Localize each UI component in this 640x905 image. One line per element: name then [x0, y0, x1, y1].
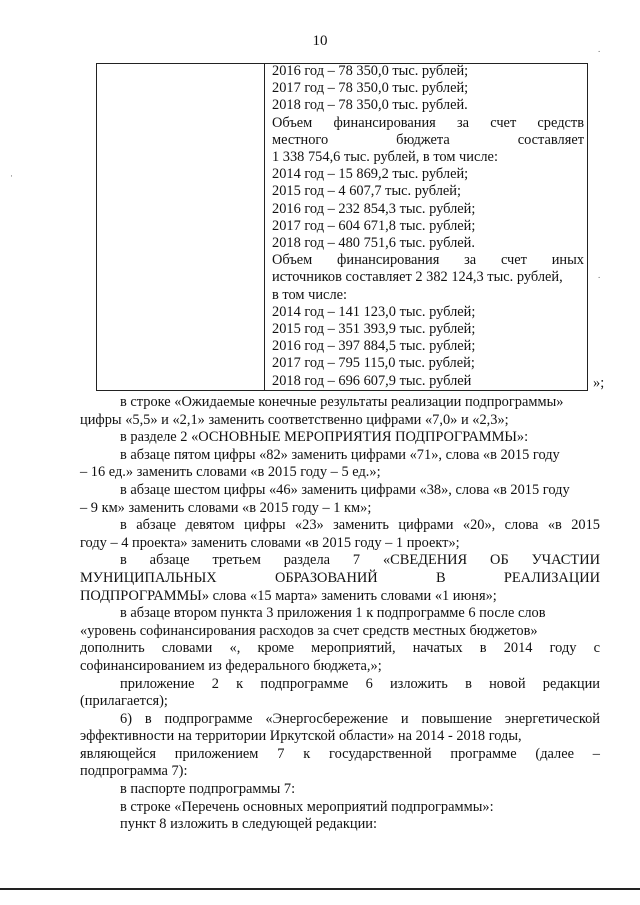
scan-mark: .	[598, 270, 601, 280]
text-line: софинансированием из федерального бюджета,»;	[80, 657, 382, 674]
text-line: в строке «Перечень основных мероприятий подпрограммы»:	[120, 798, 494, 815]
table-cell-line: 2018 год – 78 350,0 тыс. рублей.	[272, 97, 468, 114]
table-cell-line: 2016 год – 78 350,0 тыс. рублей;	[272, 63, 469, 79]
text-line: МУНИЦИПАЛЬНЫХ ОБРАЗОВАНИЙ В РЕАЛИЗАЦИИ	[80, 569, 600, 586]
table-cell-line: 2016 год – 397 884,5 тыс. рублей;	[272, 338, 476, 355]
scan-mark: ·	[10, 171, 13, 181]
text-line: ПОДПРОГРАММЫ» слова «15 марта» заменить словами «1 июня»;	[80, 587, 497, 604]
table-cell-line: 2015 год – 351 393,9 тыс. рублей;	[272, 321, 476, 338]
table-cell-line: Объем финансирования за счет средств	[272, 114, 584, 131]
text-line: в строке «Ожидаемые конечные результаты реализации подпрограммы»	[120, 394, 564, 410]
table-column-divider	[264, 63, 265, 391]
text-line: в абзаце втором пункта 3 приложения 1 к подпрограмме 6 после слов	[120, 605, 546, 622]
table-cell-line: 2017 год – 78 350,0 тыс. рублей;	[272, 80, 469, 97]
table-cell-line: 1 338 754,6 тыс. рублей, в том числе:	[272, 149, 498, 166]
bottom-rule	[0, 888, 640, 890]
page-number: 10	[312, 33, 328, 49]
text-line: году – 4 проекта» заменить словами «в 2015 году – 1 проект»;	[80, 534, 460, 551]
table-cell-line: 2017 год – 604 671,8 тыс. рублей;	[272, 217, 476, 234]
table-cell-line: Объем финансирования за счет иных	[272, 252, 584, 269]
text-line: подпрограмма 7):	[80, 763, 188, 780]
text-line: в разделе 2 «ОСНОВНЫЕ МЕРОПРИЯТИЯ ПОДПРОГРАММЫ»:	[120, 429, 529, 446]
text-line: пункт 8 изложить в следующей редакции:	[120, 816, 377, 833]
table-cell-line: 2016 год – 232 854,3 тыс. рублей;	[272, 200, 476, 217]
table-cell-line: 2018 год – 480 751,6 тыс. рублей.	[272, 235, 475, 252]
table-close-quote: »;	[593, 375, 605, 391]
text-line: 6) в подпрограмме «Энергосбережение и повышение энергетической	[120, 710, 600, 727]
text-line: – 16 ед.» заменить словами «в 2015 году – 5 ед.»;	[80, 464, 381, 481]
table-cell-line: в том числе:	[272, 286, 348, 303]
scan-mark: .	[598, 44, 601, 54]
text-line: (прилагается);	[80, 693, 168, 710]
table-cell-line: местного бюджета составляет	[272, 131, 584, 148]
table-cell-financing	[272, 63, 584, 390]
text-line: в абзаце девятом цифры «23» заменить цифрами «20», слова «в 2015	[120, 517, 600, 534]
text-line: в абзаце пятом цифры «82» заменить цифрами «71», слова «в 2015 году	[120, 446, 560, 463]
text-line: «уровень софинансирования расходов за счет средств местных бюджетов»	[80, 622, 538, 639]
table-cell-line: 2014 год – 15 869,2 тыс. рублей;	[272, 166, 469, 183]
text-line: являющейся приложением 7 к государственной программе (далее –	[80, 745, 600, 762]
text-line: в абзаце третьем раздела 7 «СВЕДЕНИЯ ОБ УЧАСТИИ	[120, 552, 600, 569]
text-line: цифры «5,5» и «2,1» заменить соответственно цифрами «7,0» и «2,3»;	[80, 411, 509, 428]
text-line: – 9 км» заменить словами «в 2015 году – 1 км»;	[80, 499, 372, 516]
table-cell-line: 2017 год – 795 115,0 тыс. рублей;	[272, 355, 475, 372]
amendment-text	[80, 394, 600, 834]
text-line: эффективности на территории Иркутской области» на 2014 - 2018 годы,	[80, 728, 522, 745]
table-cell-line: 2014 год – 141 123,0 тыс. рублей;	[272, 303, 476, 320]
table-cell-line: 2018 год – 696 607,9 тыс. рублей	[272, 372, 472, 389]
text-line: в абзаце шестом цифры «46» заменить цифрами «38», слова «в 2015 году	[120, 481, 570, 498]
text-line: в паспорте подпрограммы 7:	[120, 781, 296, 798]
text-line: приложение 2 к подпрограмме 6 изложить в новой редакции	[120, 675, 600, 692]
text-line: дополнить словами «, кроме мероприятий, начатых в 2014 году с	[80, 640, 600, 657]
table-cell-line: 2015 год – 4 607,7 тыс. рублей;	[272, 183, 461, 200]
table-cell-line: источников составляет 2 382 124,3 тыс. рублей,	[272, 269, 563, 286]
